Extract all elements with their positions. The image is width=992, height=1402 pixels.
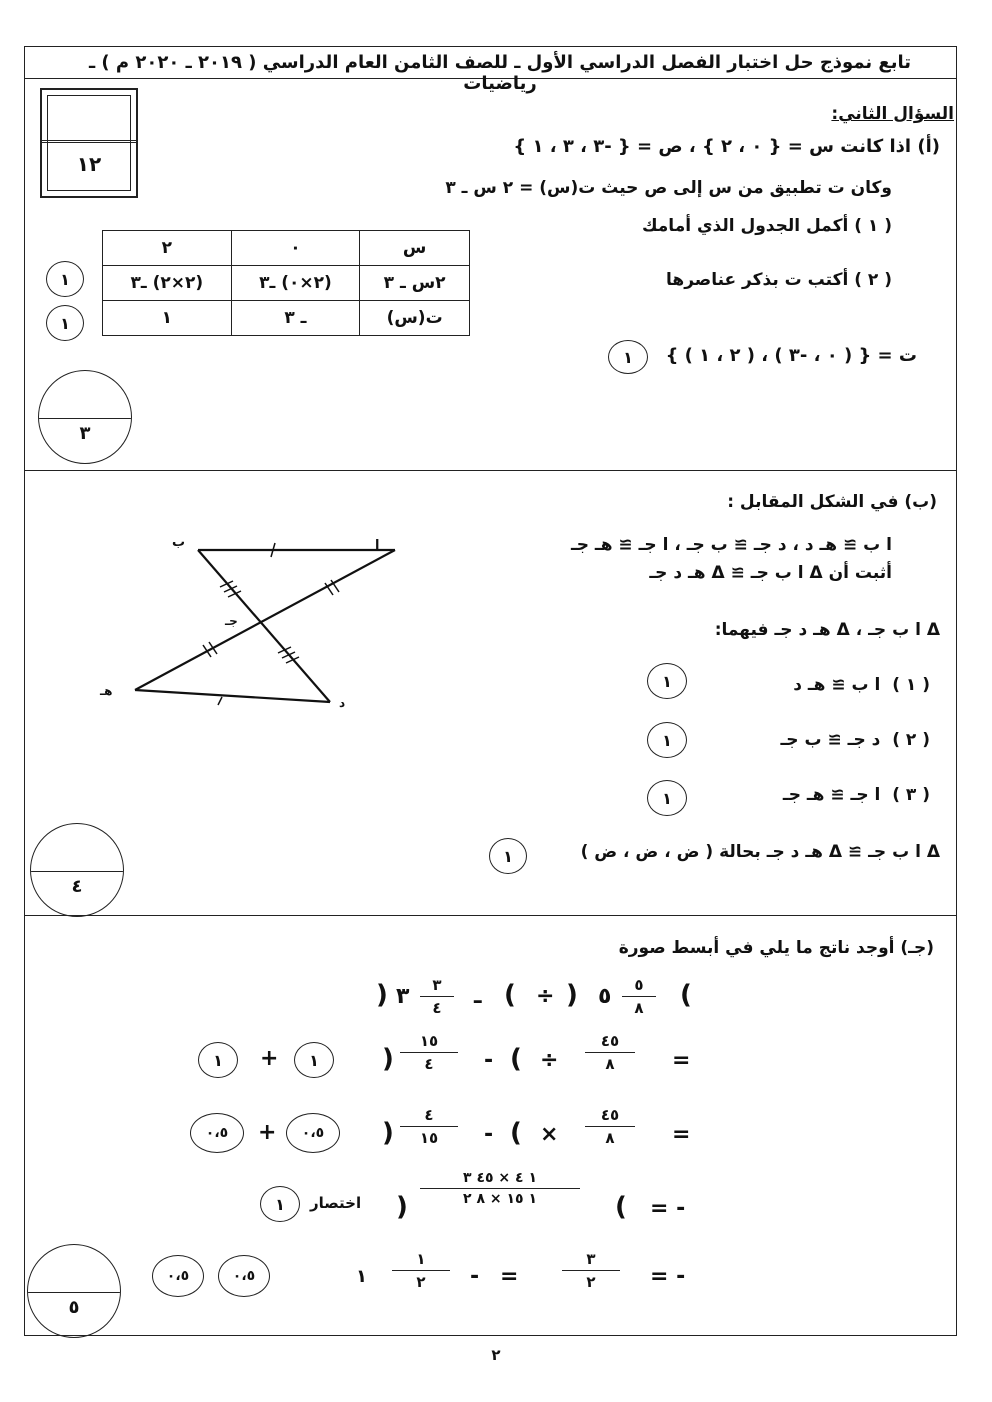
section-a-answer: ت = { ( ٠ ، -٣ ) ، ( ٢ ، ١ ) } <box>665 345 917 366</box>
equals-sign: = - <box>650 1264 686 1289</box>
fraction: ٤ ١٥ <box>400 1106 458 1147</box>
minus-sign: - <box>484 1048 494 1073</box>
fraction: ٣ ٢ <box>562 1250 620 1291</box>
mark-circle: ٠،٥ <box>218 1255 270 1297</box>
vertex-a: ا <box>375 538 380 553</box>
minus-sign: ـ <box>474 984 482 1009</box>
section-divider-2 <box>24 915 957 916</box>
paren: ) <box>566 980 578 1010</box>
section-a-q1: ( ١ ) أكمل الجدول الذي أمامك <box>641 216 892 236</box>
page-number: ٢ <box>491 1346 501 1364</box>
mark-circle: ١ <box>198 1042 238 1078</box>
equals-sign: = - <box>650 1196 686 1221</box>
page-header: تابع نموذج حل اختبار الفصل الدراسي الأول ـ للصف الثامن العام الدراسي ( ٢٠١٩ ـ ٢٠٢٠ م ) ـ رياضيات <box>88 52 911 94</box>
div-sign: ÷ <box>540 1048 559 1073</box>
section-b-total-circle <box>30 823 124 917</box>
section-b-conclusion: Δ ا ب جـ ≅ Δ هـ د جـ بحالة ( ض ، ض ، ض ) <box>580 842 940 862</box>
mark-circle: ١ <box>647 780 687 816</box>
equals-sign: = <box>500 1264 519 1289</box>
whole-number: ٥ <box>598 984 612 1009</box>
fraction-cancel: ١ ٤ × ٤٥ ٣ ١ ١٥ × ٨ ٢ <box>420 1170 580 1207</box>
table-cell: ت(س) <box>360 301 470 336</box>
section-b-step: ( ١ ) ا ب ≅ هـ د <box>793 675 930 695</box>
mark-circle: ١ <box>46 305 84 341</box>
grade-box <box>40 88 138 198</box>
equals-sign: = <box>672 1048 691 1073</box>
fraction: ١٥ ٤ <box>400 1032 458 1073</box>
section-b-triangles: Δ ا ب جـ ، Δ هـ د جـ فيهما: <box>714 620 940 640</box>
section-a-q2: ( ٢ ) أكتب ت بذكر عناصرها <box>666 270 892 290</box>
plus-sign: + <box>260 1046 279 1071</box>
paren: ( <box>615 1192 627 1222</box>
fraction: ٤٥ ٨ <box>585 1032 635 1073</box>
div-sign: ÷ <box>536 984 555 1009</box>
vertex-b: ب <box>172 535 186 550</box>
section-a-total-circle <box>38 370 132 464</box>
mark-circle: ١ <box>294 1042 334 1078</box>
table-header: ٠ <box>231 231 360 266</box>
table-header: ٢ <box>103 231 232 266</box>
section-c-total-circle <box>27 1244 121 1338</box>
section-b-total: ٤ <box>71 876 83 897</box>
vertex-c: جـ <box>225 614 238 628</box>
vertex-d: د <box>339 696 346 710</box>
mark-circle: ١ <box>647 663 687 699</box>
paren: ( <box>510 1118 522 1148</box>
section-divider-1 <box>24 470 957 471</box>
paren: ) <box>382 1044 394 1074</box>
table-cell: (٢×٠) ـ٣ <box>231 266 360 301</box>
mark-circle: ١ <box>489 838 527 874</box>
section-a-total: ٣ <box>79 423 91 444</box>
section-c-title: (جـ) أوجد ناتج ما يلي في أبسط صورة <box>618 938 934 958</box>
fraction: ١ ٢ <box>392 1250 450 1291</box>
paren: ( <box>680 980 692 1010</box>
triangles-figure <box>95 525 435 725</box>
grade-total: ١٢ <box>76 152 102 176</box>
section-b-step: ( ٣ ) ا جـ ≅ هـ جـ <box>782 785 930 805</box>
equals-sign: = <box>672 1122 691 1147</box>
table-cell: ٢س ـ ٣ <box>360 266 470 301</box>
whole-number: ٣ <box>396 984 410 1009</box>
segment-ae <box>135 550 395 690</box>
mark-circle: ١ <box>647 722 687 758</box>
section-a-title: السؤال الثاني: <box>831 104 954 124</box>
section-b-prove: أثبت أن Δ ا ب جـ ≅ Δ هـ د جـ <box>649 563 892 583</box>
section-b-given: ا ب ≅ هـ د ، د جـ ≅ ب جـ ، ا جـ ≅ هـ جـ <box>570 535 892 555</box>
section-b-step: ( ٢ ) د جـ ≅ ب جـ <box>780 730 930 750</box>
fraction: ٤٥ ٨ <box>585 1106 635 1147</box>
section-a-sets: (أ) اذا كانت س = { ٠ ، ٢ } ، ص = { -٣ ، ٣ ، ١ } <box>513 136 940 157</box>
whole-number: ١ <box>356 1266 367 1287</box>
mark-circle: ٠،٥ <box>152 1255 204 1297</box>
section-c-total: ٥ <box>68 1297 80 1318</box>
mark-circle: ٠،٥ <box>190 1113 244 1153</box>
mark-circle: ١ <box>260 1186 300 1222</box>
segment-ed <box>135 690 330 702</box>
mark-circle: ١ <box>608 340 648 374</box>
mark-circle: ١ <box>46 261 84 297</box>
times-sign: × <box>540 1122 559 1147</box>
mapping-table <box>102 230 470 336</box>
fraction: ٣ ٤ <box>420 976 454 1017</box>
paren: ( <box>510 1044 522 1074</box>
simplify-label: اختصار <box>310 1194 362 1212</box>
paren: ) <box>376 980 388 1010</box>
table-cell: ١ <box>103 301 232 336</box>
mark-circle: ٠،٥ <box>286 1113 340 1153</box>
section-b-title: (ب) في الشكل المقابل : <box>727 492 937 512</box>
plus-sign: + <box>258 1120 277 1145</box>
minus-sign: - <box>484 1122 494 1147</box>
section-a-mapping: وكان ت تطبيق من س إلى ص حيث ت(س) = ٢ س ـ ٣ <box>445 178 892 198</box>
segment-bd <box>198 550 330 702</box>
table-cell: ـ ٣ <box>231 301 360 336</box>
paren: ( <box>504 980 516 1010</box>
table-cell: (٢×٢) ـ٣ <box>103 266 232 301</box>
fraction: ٥ ٨ <box>622 976 656 1017</box>
table-header: س <box>360 231 470 266</box>
paren: ) <box>396 1192 408 1222</box>
paren: ) <box>382 1118 394 1148</box>
vertex-e: هـ <box>100 684 113 698</box>
minus-sign: - <box>470 1264 480 1289</box>
